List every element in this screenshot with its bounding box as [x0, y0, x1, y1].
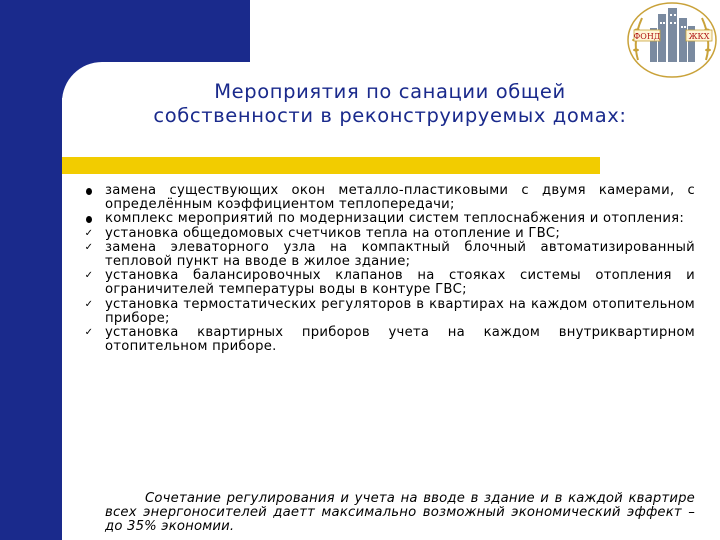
list-item: [0, 241, 720, 269]
slide-title: [70, 80, 710, 128]
list-item: [0, 227, 720, 241]
list-item-text: замена существующих окон металло-пластиковыми с двумя камерами, с определённым коэффициентом теплопередачи;: [105, 183, 695, 213]
logo-left-text: ФОНД: [633, 32, 661, 41]
slide-title-line-2: собственности в реконструируемых домах:: [153, 104, 627, 127]
list-item-text: установка термостатических регуляторов в квартирах на каждом отопительном приборе;: [105, 296, 695, 326]
list-item: [0, 184, 720, 212]
bullet-icon: [82, 184, 96, 198]
title-underline-bar: [62, 157, 600, 174]
list-item-text: установка квартирных приборов учета на каждом внутриквартирном отопительном приборе.: [105, 325, 695, 355]
checkmark-icon: ✓: [84, 270, 94, 282]
checkmark-icon: ✓: [84, 298, 94, 310]
slide-title-line-1: Мероприятия по санации общей: [214, 80, 566, 103]
list-item-text: установка балансировочных клапанов на стояках системы отопления и ограничителей температуры воды в контуре ГВС;: [105, 268, 695, 298]
measures-list: [0, 184, 720, 354]
bullet-icon: [82, 212, 96, 226]
logo-right-text: ЖКХ: [688, 32, 710, 41]
list-item: [0, 212, 720, 226]
list-item: [0, 326, 720, 354]
checkmark-icon: ✓: [84, 227, 94, 239]
checkmark-icon: ✓: [84, 327, 94, 339]
list-item: [0, 298, 720, 326]
summary-text: Сочетание регулирования и учета на вводе в здание и в каждой квартире всех энергоносителей даетт максимально возможный экономический эффект – до 35% экономии.: [105, 491, 695, 535]
checkmark-icon: ✓: [84, 241, 94, 253]
list-item: [0, 269, 720, 297]
list-item-text: замена элеваторного узла на компактный блочный автоматизированный тепловой пункт на вводе в жилое здание;: [105, 239, 695, 270]
list-item-text: установка общедомовых счетчиков тепла на отопление и ГВС;: [105, 225, 561, 241]
fund-logo: [624, 0, 720, 86]
list-item-text: комплекс мероприятий по модернизации систем теплоснабжения и отопления:: [105, 211, 685, 227]
